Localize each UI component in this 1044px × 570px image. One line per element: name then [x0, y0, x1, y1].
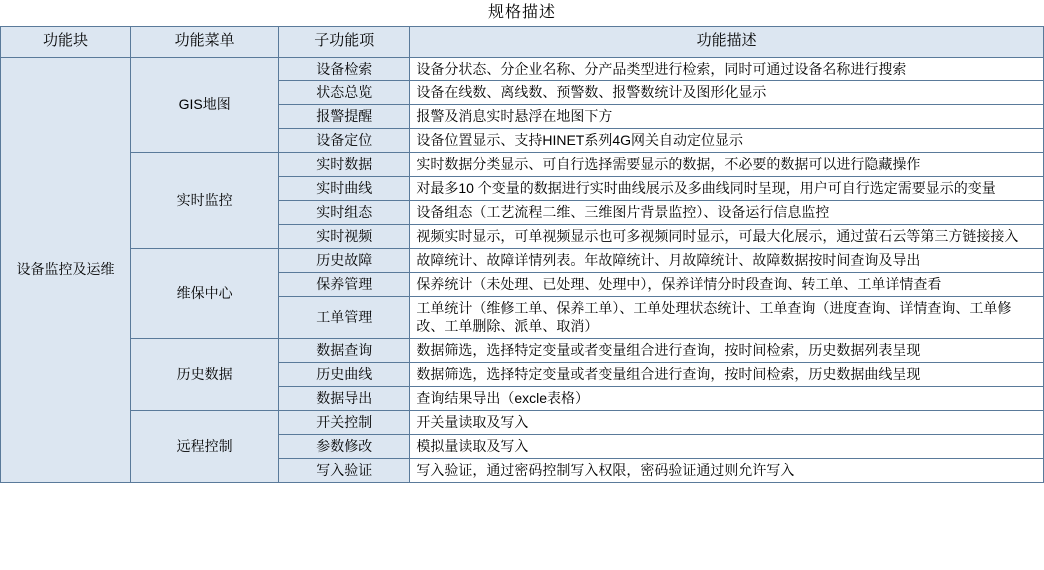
cell-sub-feature: 历史故障 — [279, 248, 410, 272]
cell-function-menu: 维保中心 — [131, 248, 279, 339]
table-row — [1, 339, 1044, 363]
cell-description: 故障统计、故障详情列表。年故障统计、月故障统计、故障数据按时间查询及导出 — [410, 248, 1044, 272]
cell-description: 报警及消息实时悬浮在地图下方 — [410, 105, 1044, 129]
cell-function-menu: GIS地图 — [131, 57, 279, 153]
cell-sub-feature: 报警提醒 — [279, 105, 410, 129]
table-row — [1, 410, 1044, 434]
cell-description: 视频实时显示，可单视频显示也可多视频同时显示，可最大化展示，通过萤石云等第三方链接接入 — [410, 224, 1044, 248]
cell-sub-feature: 实时视频 — [279, 224, 410, 248]
title-row — [1, 0, 1044, 26]
cell-sub-feature: 数据导出 — [279, 387, 410, 411]
cell-description: 写入验证，通过密码控制写入权限，密码验证通过则允许写入 — [410, 458, 1044, 482]
cell-sub-feature: 实时组态 — [279, 200, 410, 224]
cell-sub-feature: 保养管理 — [279, 272, 410, 296]
cell-function-block: 设备监控及运维 — [1, 57, 131, 482]
cell-sub-feature: 实时曲线 — [279, 177, 410, 201]
page-title: 规格描述 — [487, 4, 556, 21]
cell-sub-feature: 参数修改 — [279, 434, 410, 458]
cell-description: 工单统计（维修工单、保养工单）、工单处理状态统计、工单查询（进度查询、详情查询、工单修改、工单删除、派单、取消） — [410, 296, 1044, 339]
cell-sub-feature: 设备检索 — [279, 57, 410, 81]
spec-table-body — [1, 0, 1044, 482]
cell-description: 开关量读取及写入 — [410, 410, 1044, 434]
cell-description: 模拟量读取及写入 — [410, 434, 1044, 458]
cell-description: 查询结果导出（excle表格） — [410, 387, 1044, 411]
cell-sub-feature: 实时数据 — [279, 153, 410, 177]
cell-sub-feature: 设备定位 — [279, 129, 410, 153]
cell-description: 对最多10 个变量的数据进行实时曲线展示及多曲线同时呈现，用户可自行选定需要显示的变量 — [410, 177, 1044, 201]
table-row — [1, 57, 1044, 81]
cell-function-menu: 历史数据 — [131, 339, 279, 411]
table-row — [1, 153, 1044, 177]
header-menu: 功能菜单 — [131, 26, 279, 57]
header-block: 功能块 — [1, 26, 131, 57]
table-row — [1, 248, 1044, 272]
header-row — [1, 26, 1044, 57]
cell-sub-feature: 开关控制 — [279, 410, 410, 434]
cell-function-menu: 实时监控 — [131, 153, 279, 249]
cell-description: 设备位置显示、支持HINET系列4G网关自动定位显示 — [410, 129, 1044, 153]
cell-sub-feature: 数据查询 — [279, 339, 410, 363]
cell-sub-feature: 工单管理 — [279, 296, 410, 339]
cell-description: 保养统计（未处理、已处理、处理中），保养详情分时段查询、转工单、工单详情查看 — [410, 272, 1044, 296]
cell-description: 设备在线数、离线数、预警数、报警数统计及图形化显示 — [410, 81, 1044, 105]
cell-description: 数据筛选，选择特定变量或者变量组合进行查询，按时间检索，历史数据列表呈现 — [410, 339, 1044, 363]
cell-sub-feature: 历史曲线 — [279, 363, 410, 387]
cell-sub-feature: 状态总览 — [279, 81, 410, 105]
cell-description: 设备组态（工艺流程二维、三维图片背景监控）、设备运行信息监控 — [410, 200, 1044, 224]
cell-description: 设备分状态、分企业名称、分产品类型进行检索，同时可通过设备名称进行搜索 — [410, 57, 1044, 81]
cell-description: 实时数据分类显示、可自行选择需要显示的数据，不必要的数据可以进行隐藏操作 — [410, 153, 1044, 177]
header-desc: 功能描述 — [410, 26, 1044, 57]
cell-function-menu: 远程控制 — [131, 410, 279, 482]
cell-description: 数据筛选，选择特定变量或者变量组合进行查询，按时间检索，历史数据曲线呈现 — [410, 363, 1044, 387]
header-sub: 子功能项 — [279, 26, 410, 57]
cell-sub-feature: 写入验证 — [279, 458, 410, 482]
